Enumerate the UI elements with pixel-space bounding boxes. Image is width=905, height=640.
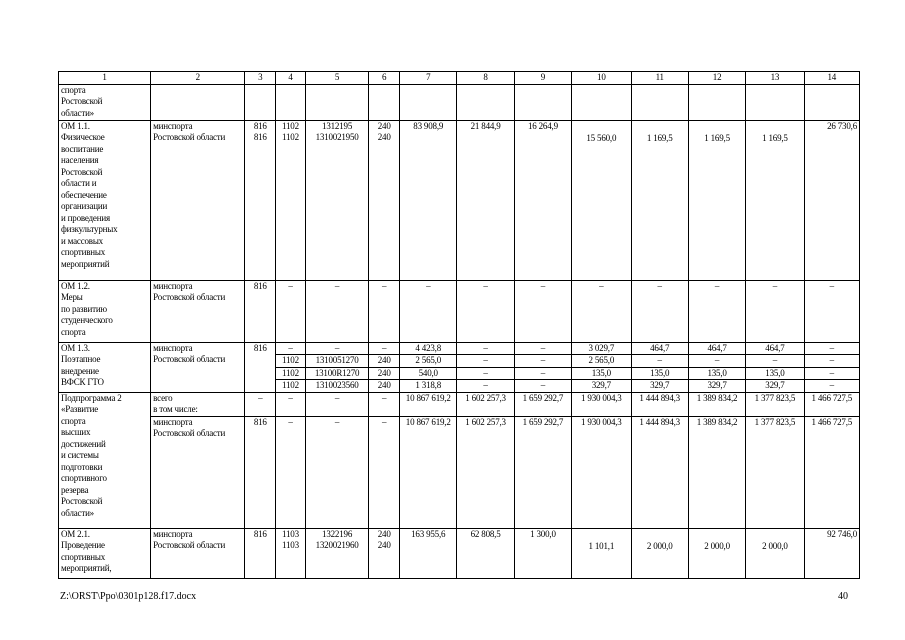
column-header-1: 1 xyxy=(59,72,151,85)
measure-name-om13: ОМ 1.3. Поэтапное внедрение ВФСК ГТО xyxy=(59,342,151,392)
value-cell: 1 930 004,3 xyxy=(572,392,631,416)
value-cell: 26 730,6 xyxy=(804,120,859,280)
value-stack-cell: – – – – xyxy=(514,342,571,392)
table-row xyxy=(59,72,860,85)
column-header-2: 2 xyxy=(151,72,245,85)
value-stack-cell: 464,7 – 135,0 329,7 xyxy=(688,342,745,392)
value-stack-cell: – 240 240 240 xyxy=(369,342,400,392)
column-header-5: 5 xyxy=(305,72,369,85)
value-cell: 1 300,0 xyxy=(514,528,571,578)
value-cell: 1 602 257,3 xyxy=(457,416,514,528)
value-cell: 1 377 823,5 xyxy=(746,416,804,528)
page-number: 40 xyxy=(838,591,848,602)
empty-cell xyxy=(457,84,514,120)
section-code-cell: 1102 1102 xyxy=(276,120,306,280)
empty-cell xyxy=(369,84,400,120)
value-stack-cell: 464,7 – 135,0 329,7 xyxy=(746,342,804,392)
empty-cell xyxy=(151,84,245,120)
value-cell: 1 602 257,3 xyxy=(457,392,514,416)
value-cell: 1 444 894,3 xyxy=(631,392,688,416)
value-cell: 1 377 823,5 xyxy=(746,392,804,416)
empty-cell xyxy=(804,84,859,120)
value-cell: 1 930 004,3 xyxy=(572,416,631,528)
value-stack-cell: – – – – xyxy=(457,342,514,392)
value-cell: 21 844,9 xyxy=(457,120,514,280)
target-code-cell: 1312195 1310021950 xyxy=(305,120,369,280)
value-cell: – xyxy=(572,280,631,342)
value-stack-cell: – 1102 1102 1102 xyxy=(276,342,306,392)
value-cell: 1 169,5 xyxy=(688,120,745,280)
value-cell: – xyxy=(457,280,514,342)
empty-cell xyxy=(514,84,571,120)
table-row xyxy=(59,280,860,342)
code-cell: – xyxy=(369,392,400,416)
value-total-cell: 163 955,6 xyxy=(400,528,457,578)
code-cell: 816 xyxy=(245,416,276,528)
value-cell: 1 101,1 xyxy=(572,528,631,578)
value-cell: – xyxy=(276,280,306,342)
column-header-4: 4 xyxy=(276,72,306,85)
value-stack-cell: 3 029,7 2 565,0 135,0 329,7 xyxy=(572,342,631,392)
table-row xyxy=(59,84,860,120)
code-cell: – xyxy=(245,392,276,416)
value-cell: 2 000,0 xyxy=(746,528,804,578)
empty-cell xyxy=(276,84,306,120)
executor-cell: минспорта Ростовской области xyxy=(151,280,245,342)
value-cell: 1 466 727,5 xyxy=(804,392,859,416)
column-header-11: 11 xyxy=(631,72,688,85)
value-stack-cell: – 1310051270 13100R1270 1310023560 xyxy=(305,342,369,392)
value-cell: 15 560,0 xyxy=(572,120,631,280)
value-cell: 1 169,5 xyxy=(631,120,688,280)
section-code-cell: 1103 1103 xyxy=(276,528,306,578)
value-cell: 16 264,9 xyxy=(514,120,571,280)
column-header-10: 10 xyxy=(572,72,631,85)
table-row xyxy=(59,120,860,280)
table-row xyxy=(59,528,860,578)
table-row xyxy=(59,416,860,528)
expense-code-cell: 240 240 xyxy=(369,528,400,578)
value-cell: 2 000,0 xyxy=(631,528,688,578)
column-header-12: 12 xyxy=(688,72,745,85)
value-total-cell: 83 908,9 xyxy=(400,120,457,280)
gr-code-cell: 816 xyxy=(245,528,276,578)
value-cell: 2 000,0 xyxy=(688,528,745,578)
value-cell: 10 867 619,2 xyxy=(400,392,457,416)
column-header-6: 6 xyxy=(369,72,400,85)
value-cell: 1 389 834,2 xyxy=(688,416,745,528)
value-stack-cell: – – – – xyxy=(804,342,859,392)
value-cell: 1 389 834,2 xyxy=(688,392,745,416)
gr-code-cell: 816 816 xyxy=(245,120,276,280)
table-row xyxy=(59,392,860,416)
value-cell: 1 466 727,5 xyxy=(804,416,859,528)
measure-name-om12: ОМ 1.2. Меры по развитию студенческого спорта xyxy=(59,280,151,342)
empty-cell xyxy=(400,84,457,120)
value-cell: 92 746,0 xyxy=(804,528,859,578)
executor-total-cell: всего в том числе: xyxy=(151,392,245,416)
value-cell: – xyxy=(305,280,369,342)
value-cell: – xyxy=(400,280,457,342)
executor-cell: минспорта Ростовской области xyxy=(151,342,245,392)
empty-cell xyxy=(305,84,369,120)
column-header-13: 13 xyxy=(746,72,804,85)
column-header-3: 3 xyxy=(245,72,276,85)
executor-cell: минспорта Ростовской области xyxy=(151,120,245,280)
executor-cell: минспорта Ростовской области xyxy=(151,528,245,578)
column-header-14: 14 xyxy=(804,72,859,85)
gr-code-cell: 816 xyxy=(245,342,276,392)
target-code-cell: 1322196 1320021960 xyxy=(305,528,369,578)
empty-cell xyxy=(631,84,688,120)
value-cell: 62 808,5 xyxy=(457,528,514,578)
empty-cell xyxy=(572,84,631,120)
column-header-7: 7 xyxy=(400,72,457,85)
program-name-cell: спорта Ростовской области» xyxy=(59,84,151,120)
code-cell: – xyxy=(305,392,369,416)
value-cell: 10 867 619,2 xyxy=(400,416,457,528)
value-stack-cell: 4 423,8 2 565,0 540,0 1 318,8 xyxy=(400,342,457,392)
value-cell: 1 659 292,7 xyxy=(514,416,571,528)
budget-table xyxy=(58,71,860,579)
code-cell: – xyxy=(305,416,369,528)
value-cell: – xyxy=(631,280,688,342)
value-cell: – xyxy=(688,280,745,342)
value-cell: – xyxy=(514,280,571,342)
empty-cell xyxy=(245,84,276,120)
gr-code-cell: 816 xyxy=(245,280,276,342)
footer-file-path: Z:\ORST\Ppo\0301p128.f17.docx xyxy=(60,591,197,602)
value-cell: – xyxy=(746,280,804,342)
column-header-8: 8 xyxy=(457,72,514,85)
value-cell: 1 444 894,3 xyxy=(631,416,688,528)
code-cell: – xyxy=(276,392,306,416)
code-cell: – xyxy=(276,416,306,528)
column-header-9: 9 xyxy=(514,72,571,85)
subprogram-2-name: Подпрограмма 2 «Развитие спорта высших достижений и системы подготовки спортивного резерва Ростовской области» xyxy=(59,392,151,528)
expense-code-cell: 240 240 xyxy=(369,120,400,280)
value-stack-cell: 464,7 – 135,0 329,7 xyxy=(631,342,688,392)
executor-cell: минспорта Ростовской области xyxy=(151,416,245,528)
table-row xyxy=(59,342,860,392)
value-cell: – xyxy=(369,280,400,342)
measure-name-om21: ОМ 2.1. Проведение спортивных мероприятий, xyxy=(59,528,151,578)
measure-name-om11: ОМ 1.1. Физическое воспитание населения Ростовской области и обеспечение организации и проведения физкультурных и массовых спортивных мероприятий xyxy=(59,120,151,280)
empty-cell xyxy=(688,84,745,120)
value-cell: – xyxy=(804,280,859,342)
value-cell: 1 169,5 xyxy=(746,120,804,280)
empty-cell xyxy=(746,84,804,120)
code-cell: – xyxy=(369,416,400,528)
value-cell: 1 659 292,7 xyxy=(514,392,571,416)
